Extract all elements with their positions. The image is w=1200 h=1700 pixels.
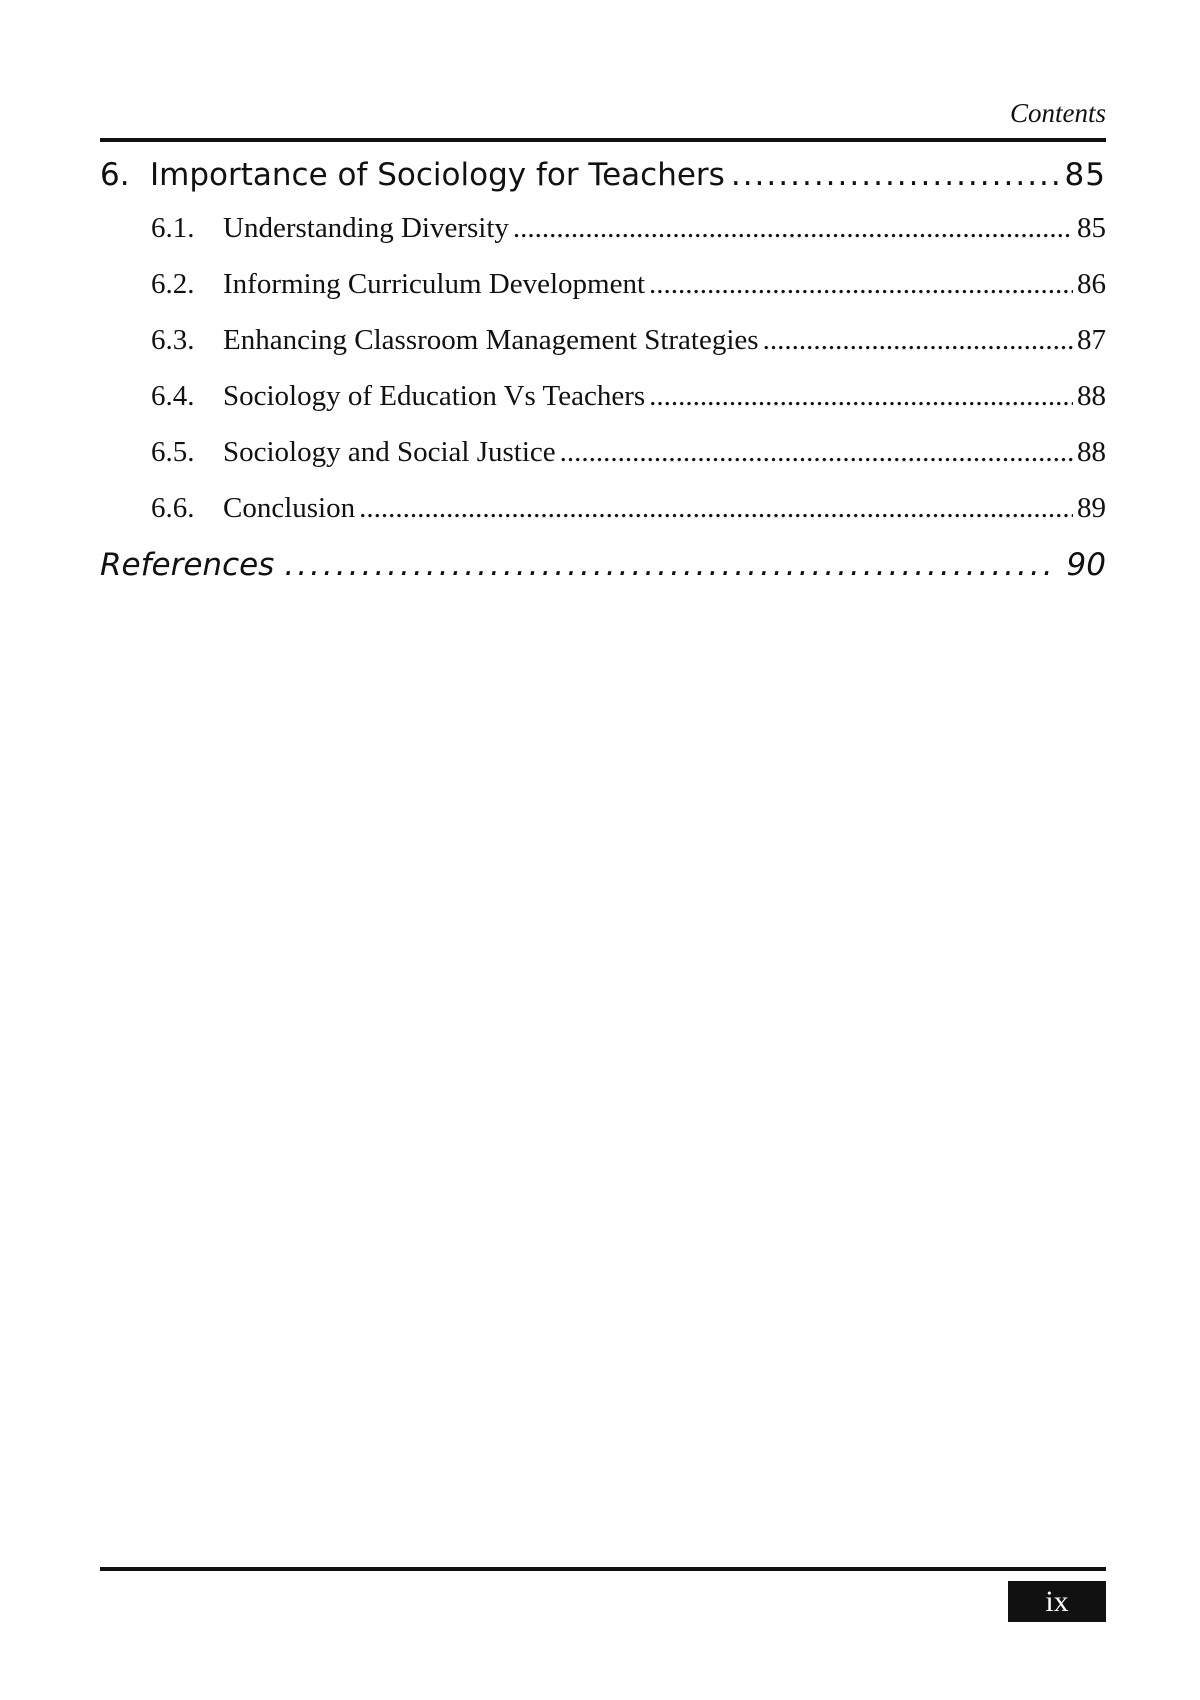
section-number: 6.4.: [151, 380, 195, 412]
dot-leader: [513, 200, 1073, 256]
section-page-number: 87: [1077, 324, 1106, 356]
toc-section-entry[interactable]: [100, 256, 1106, 312]
section-page-number: 88: [1077, 436, 1106, 468]
section-number: 6.3.: [151, 324, 195, 356]
dot-leader: [560, 424, 1073, 480]
dot-leader: [359, 480, 1073, 536]
dot-leader: [649, 368, 1073, 424]
chapter-title: Importance of Sociology for Teachers: [150, 157, 725, 193]
running-head: Contents: [1009, 98, 1106, 128]
dot-leader: [763, 312, 1073, 368]
section-page-number: 89: [1077, 492, 1106, 524]
toc-section-entry[interactable]: [100, 424, 1106, 480]
section-title: Enhancing Classroom Management Strategies: [223, 324, 759, 356]
header-rule: [100, 138, 1106, 142]
section-number: 6.2.: [151, 268, 195, 300]
section-number: 6.6.: [151, 492, 195, 524]
references-page-number: 90: [1066, 547, 1106, 583]
references-title: References: [100, 547, 275, 583]
section-title: Sociology of Education Vs Teachers: [223, 380, 646, 412]
toc-section-entry[interactable]: [100, 200, 1106, 256]
section-title: Conclusion: [223, 492, 356, 524]
section-title: Informing Curriculum Development: [223, 268, 646, 300]
chapter-number: 6.: [100, 157, 130, 193]
section-page-number: 88: [1077, 380, 1106, 412]
toc-section-entry[interactable]: [100, 480, 1106, 536]
section-title: Understanding Diversity: [223, 212, 509, 244]
toc-references-entry[interactable]: [100, 536, 1106, 594]
toc-chapter-entry[interactable]: [100, 150, 1106, 200]
toc-section-entry[interactable]: [100, 368, 1106, 424]
chapter-page-number: 85: [1064, 157, 1106, 193]
footer-rule: [100, 1567, 1106, 1571]
dot-leader: [731, 150, 1059, 200]
toc-section-entry[interactable]: [100, 312, 1106, 368]
dot-leader: [284, 536, 1056, 594]
section-number: 6.1.: [151, 212, 195, 244]
section-title: Sociology and Social Justice: [223, 436, 556, 468]
section-page-number: 85: [1077, 212, 1106, 244]
table-of-contents: [100, 150, 1106, 594]
section-number: 6.5.: [151, 436, 195, 468]
dot-leader: [649, 256, 1073, 312]
section-page-number: 86: [1077, 268, 1106, 300]
page-folio: ix: [1008, 1581, 1106, 1622]
